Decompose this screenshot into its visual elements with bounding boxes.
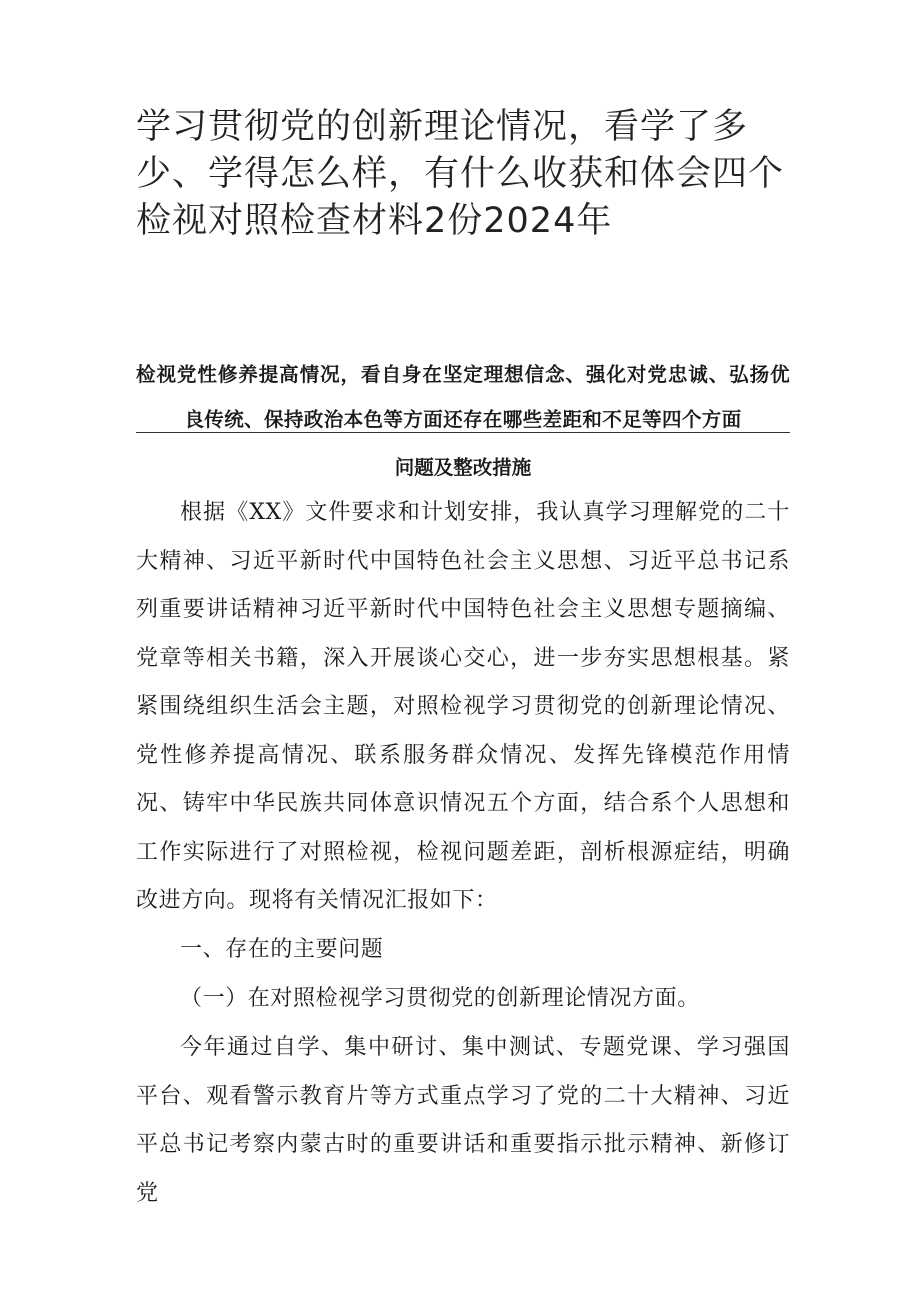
heading-level-1: 一、存在的主要问题	[180, 937, 384, 962]
section-heading-tail: 问题及整改措施	[394, 456, 532, 479]
subheading-1: （一）在对照检视学习贯彻党的创新理论情况方面。	[180, 986, 700, 1011]
body-paragraph-1: 今年通过自学、集中研讨、集中测试、专题党课、学习强国平台、观看警示教育片等方式重点学习了党的二十大精神、习近平总书记考察内蒙古时的重要讲话和重要指示批示精神、新修订党	[136, 1035, 790, 1206]
heading-underline	[136, 432, 790, 433]
document-title: 学习贯彻党的创新理论情况，看学了多少、学得怎么样，有什么收获和体会四个检视对照检查材料2份2024年	[136, 107, 785, 241]
section-heading: 检视党性修养提高情况，看自身在坚定理想信念、强化对党忠诚、弘扬优良传统、保持政治本色等方面还存在哪些差距和不足等四个方面	[136, 363, 790, 431]
intro-paragraph: 根据《XX》文件要求和计划安排，我认真学习理解党的二十大精神、习近平新时代中国特色社会主义思想、习近平总书记系列重要讲话精神习近平新时代中国特色社会主义思想专题摘编、党章等相关书籍，深入开展谈心交心，进一步夯实思想根基。紧紧围绕组织生活会主题，对照检视学习贯彻党的创新理论情况、党性修养提高情况、联系服务群众情况、发挥先锋模范作用情况、铸牢中华民族共同体意识情况五个方面，结合系个人思想和工作实际进行了对照检视，检视问题差距，剖析根源症结，明确改进方向。现将有关情况汇报如下：	[136, 500, 790, 913]
